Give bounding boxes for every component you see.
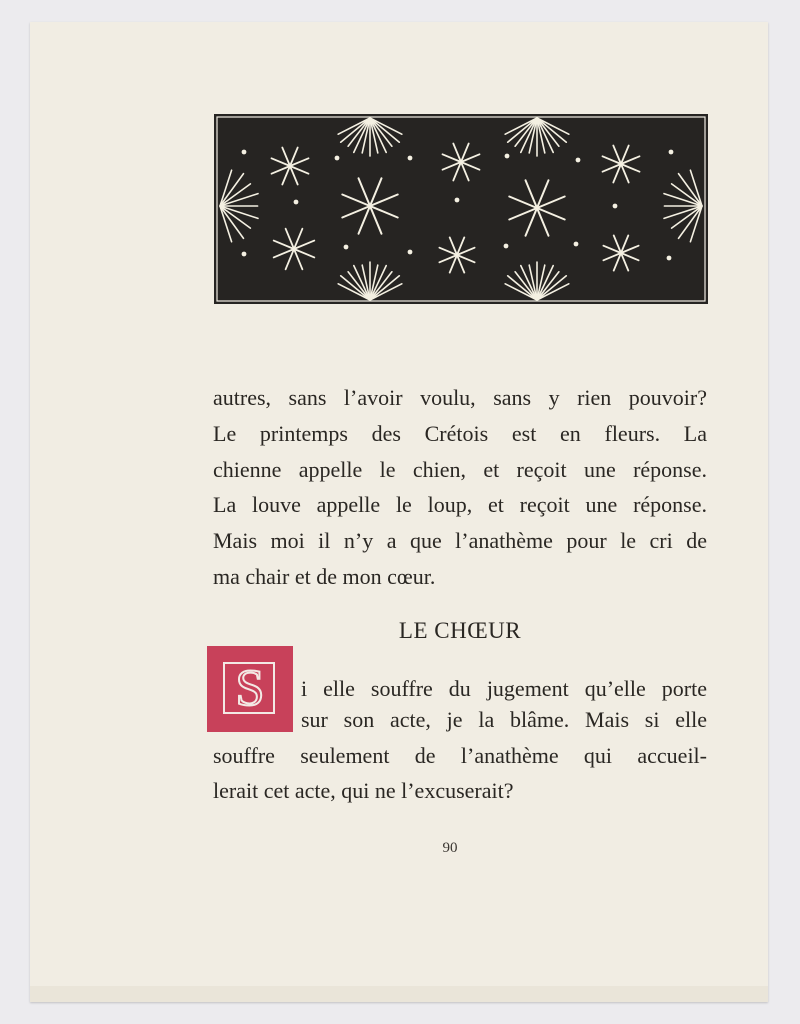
section-heading: LE CHŒUR <box>398 618 522 643</box>
page-number: 90 <box>442 840 458 856</box>
text-line: i elle souffre du jugement qu’elle porte <box>301 676 707 701</box>
text-line: La louve appelle le loup, et reçoit une réponse. <box>213 492 707 518</box>
text-line: ma chair et de mon cœur. <box>213 563 436 589</box>
text-line: Le printemps des Crétois est en fleurs. La <box>213 420 707 446</box>
text-line: chienne appelle le chien, et reçoit une réponse. <box>213 456 707 482</box>
star-woodcut-icon <box>214 114 708 304</box>
drop-cap <box>207 646 293 732</box>
text-line: autres, sans l’avoir voulu, sans y rien pouvoir? <box>213 385 707 410</box>
text-line: souffre seulement de l’anathème qui accueil- <box>213 743 707 768</box>
text-line: Mais moi il n’y a que l’anathème pour le cri de <box>213 528 707 554</box>
drop-cap-letter: S <box>235 660 265 717</box>
paragraph-1 <box>213 380 707 595</box>
page-deckle-edge <box>30 986 768 1002</box>
text-line: sur son acte, je la blâme. Mais si elle <box>301 707 707 732</box>
text-line: lerait cet acte, qui ne l’excuserait? <box>213 778 514 803</box>
